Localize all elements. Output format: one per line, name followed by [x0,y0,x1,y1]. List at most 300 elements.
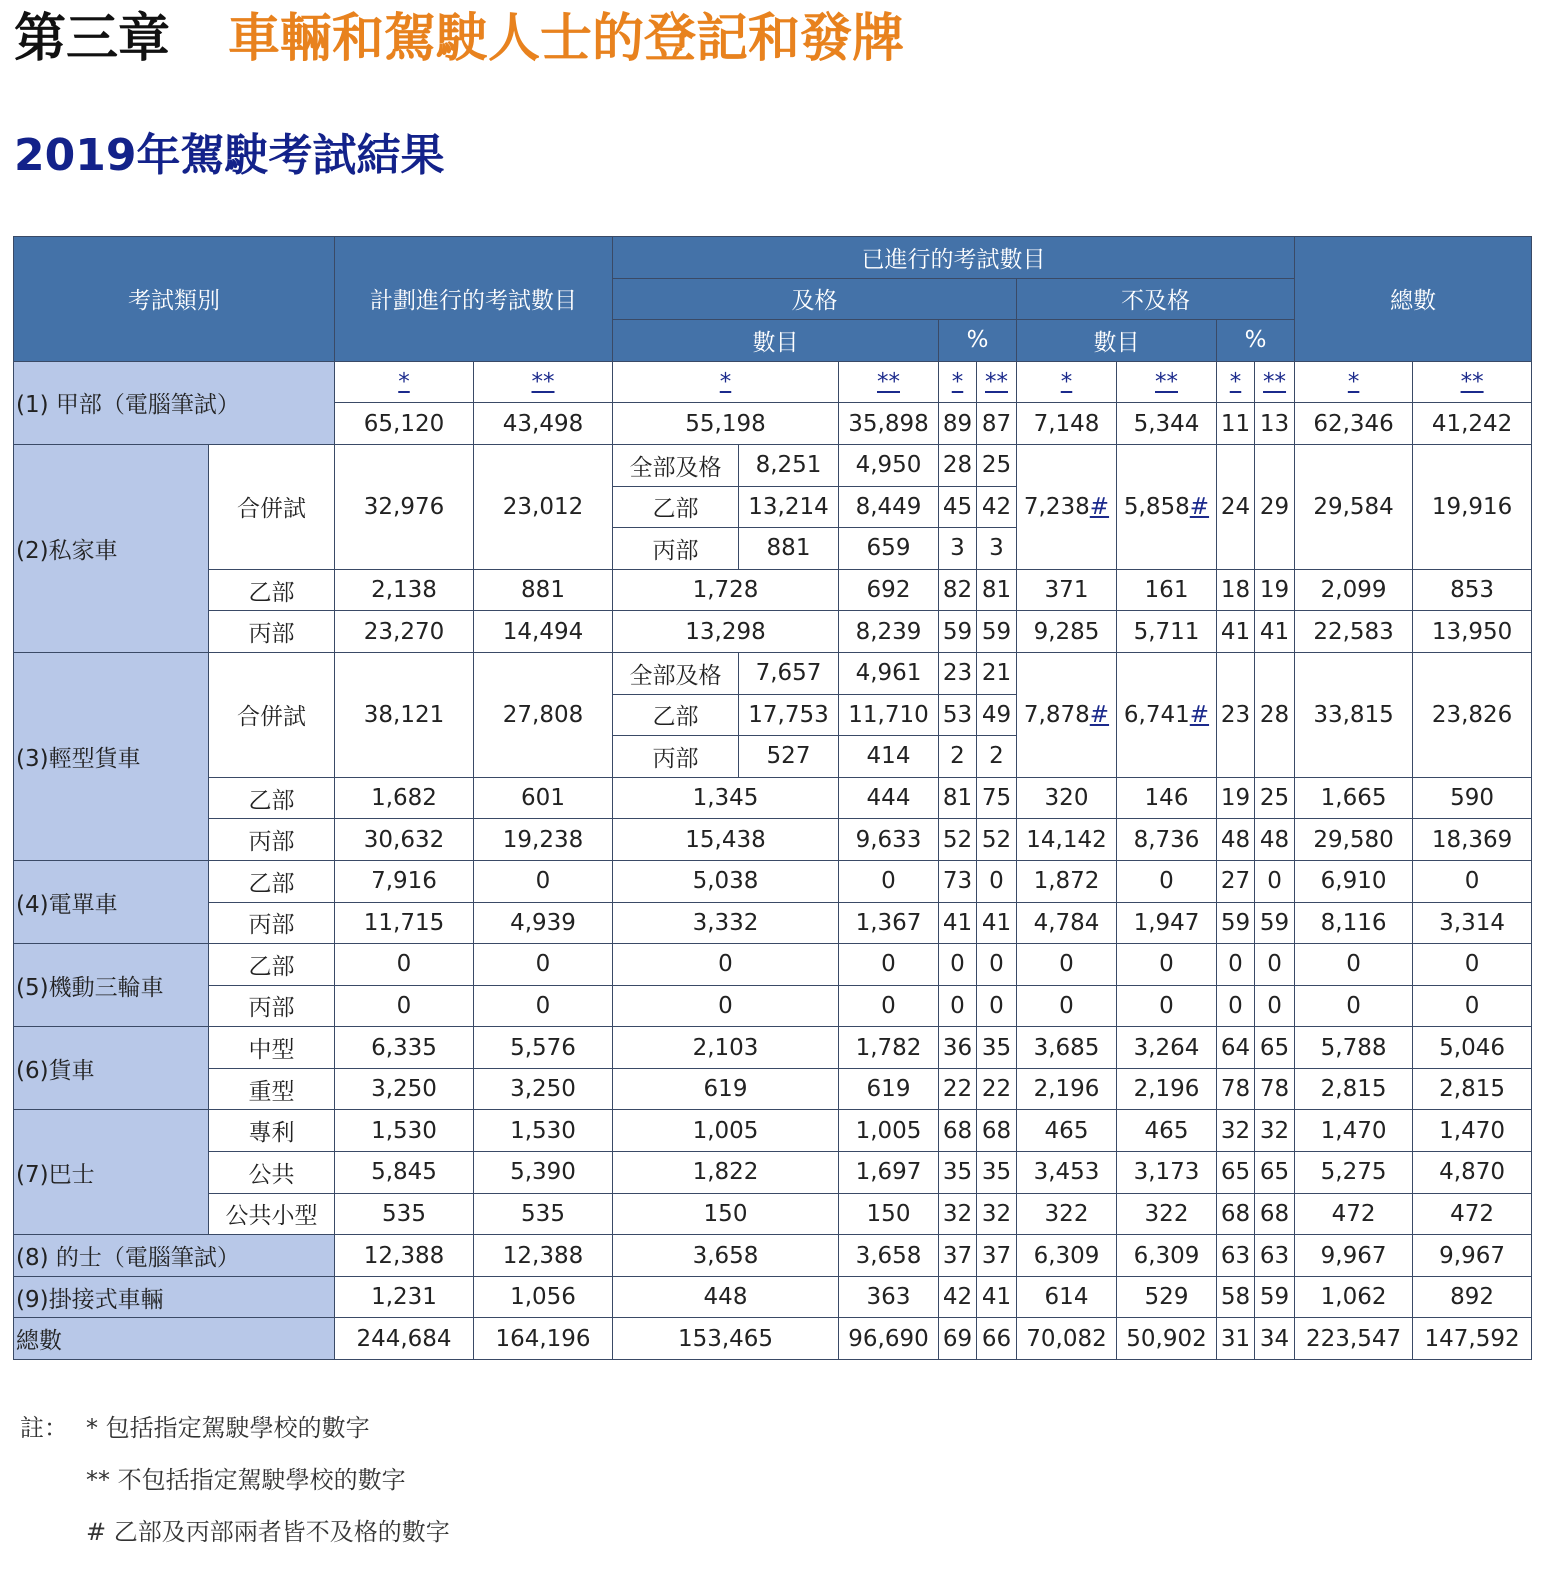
data-cell: 244,684 [335,1318,474,1360]
data-cell: 2,196 [1117,1068,1217,1110]
data-cell: 659 [839,528,939,570]
table-row [14,1152,1532,1194]
data-cell: 7,657 [739,652,839,694]
table-row [14,902,1532,944]
data-cell: 32,976 [335,444,474,569]
chapter-title [14,8,904,70]
data-cell: 5,845 [335,1152,474,1194]
data-cell: 5,390 [474,1152,613,1194]
data-cell: 448 [613,1276,839,1318]
header-failed: 不及格 [1017,278,1295,320]
category-label: (1) 甲部（電腦筆試） [14,361,335,444]
data-cell: 23,270 [335,611,474,653]
data-cell: 41 [1217,611,1255,653]
data-cell: 23 [1217,652,1255,777]
data-cell: 150 [613,1193,839,1235]
data-cell: 1,056 [474,1276,613,1318]
hash-mark: # [1089,701,1110,728]
data-cell: 1,062 [1295,1276,1413,1318]
data-cell: 24 [1217,444,1255,569]
data-cell: 18,369 [1413,819,1532,861]
data-cell: 4,961 [839,652,939,694]
data-cell: 8,449 [839,486,939,528]
subcategory-label: 乙部 [209,860,335,902]
data-cell: 36 [939,1027,977,1069]
data-cell: 13 [1255,403,1295,445]
star-mark: * [939,361,977,403]
data-cell: 7,878# [1017,652,1117,777]
data-cell: 1,530 [474,1110,613,1152]
table-row [14,569,1532,611]
data-cell: 6,309 [1117,1235,1217,1277]
data-cell: 68 [939,1110,977,1152]
data-cell: 81 [977,569,1017,611]
data-cell: 6,309 [1017,1235,1117,1277]
data-cell: 363 [839,1276,939,1318]
data-cell: 8,239 [839,611,939,653]
data-cell: 28 [939,444,977,486]
header-passed: 及格 [613,278,1017,320]
data-cell: 65 [1255,1027,1295,1069]
data-cell: 601 [474,777,613,819]
data-cell: 15,438 [613,819,839,861]
subcategory-label: 專利 [209,1110,335,1152]
data-cell: 3,332 [613,902,839,944]
pass-part-label: 全部及格 [613,444,739,486]
table-row [14,860,1532,902]
data-cell: 50,902 [1117,1318,1217,1360]
data-cell: 12,388 [335,1235,474,1277]
data-cell: 13,214 [739,486,839,528]
data-cell: 7,148 [1017,403,1117,445]
table-row [14,944,1532,986]
data-cell: 21 [977,652,1017,694]
category-label: (6)貨車 [14,1027,209,1110]
header-planned: 計劃進行的考試數目 [335,237,613,362]
data-cell: 52 [939,819,977,861]
data-cell: 29,584 [1295,444,1413,569]
data-cell: 0 [1295,985,1413,1027]
data-cell: 1,782 [839,1027,939,1069]
data-cell: 8,736 [1117,819,1217,861]
pass-part-label: 乙部 [613,486,739,528]
subcategory-label: 丙部 [209,611,335,653]
data-cell: 78 [1255,1068,1295,1110]
data-cell: 322 [1017,1193,1117,1235]
data-cell: 19 [1255,569,1295,611]
data-cell: 28 [1255,652,1295,777]
data-cell: 2,103 [613,1027,839,1069]
table-row [14,819,1532,861]
subcategory-label: 公共小型 [209,1193,335,1235]
data-cell: 58 [1217,1276,1255,1318]
data-cell: 3,250 [335,1068,474,1110]
table-row [14,777,1532,819]
hash-mark: # [1189,493,1210,520]
data-cell: 31 [1217,1318,1255,1360]
data-cell: 48 [1217,819,1255,861]
data-cell: 11 [1217,403,1255,445]
data-cell: 38,121 [335,652,474,777]
data-cell: 33,815 [1295,652,1413,777]
data-cell: 1,822 [613,1152,839,1194]
data-cell: 1,005 [839,1110,939,1152]
data-cell: 0 [474,860,613,902]
data-cell: 881 [474,569,613,611]
data-cell: 1,872 [1017,860,1117,902]
note-hash: # 乙部及丙部兩者皆不及格的數字 [86,1518,450,1546]
data-cell: 32 [977,1193,1017,1235]
data-cell: 0 [977,944,1017,986]
data-cell: 1,947 [1117,902,1217,944]
data-cell: 0 [1255,860,1295,902]
data-cell: 27 [1217,860,1255,902]
driving-test-results-table [13,236,1532,1360]
table-row [14,1027,1532,1069]
data-cell: 22 [977,1068,1017,1110]
data-cell: 14,142 [1017,819,1117,861]
data-cell: 3,658 [839,1235,939,1277]
data-cell: 41,242 [1413,403,1532,445]
data-cell: 0 [839,985,939,1027]
data-cell: 87 [977,403,1017,445]
subcategory-label: 乙部 [209,569,335,611]
data-cell: 322 [1117,1193,1217,1235]
data-cell: 0 [1217,944,1255,986]
data-cell: 147,592 [1413,1318,1532,1360]
data-cell: 2,815 [1295,1068,1413,1110]
data-cell: 23,826 [1413,652,1532,777]
data-cell: 4,784 [1017,902,1117,944]
category-label: 總數 [14,1318,335,1360]
data-cell: 8,251 [739,444,839,486]
data-cell: 3 [939,528,977,570]
category-label: (3)輕型貨車 [14,652,209,860]
data-cell: 5,711 [1117,611,1217,653]
pass-part-label: 丙部 [613,528,739,570]
data-cell: 3 [977,528,1017,570]
data-cell: 25 [1255,777,1295,819]
data-cell: 619 [613,1068,839,1110]
data-cell: 82 [939,569,977,611]
data-cell: 48 [1255,819,1295,861]
data-cell: 37 [977,1235,1017,1277]
header-total: 總數 [1295,237,1532,362]
data-cell: 42 [977,486,1017,528]
data-cell: 69 [939,1318,977,1360]
pass-part-label: 丙部 [613,736,739,778]
data-cell: 5,038 [613,860,839,902]
data-cell: 41 [939,902,977,944]
data-cell: 70,082 [1017,1318,1117,1360]
data-cell: 59 [1217,902,1255,944]
data-cell: 320 [1017,777,1117,819]
subcategory-label: 乙部 [209,944,335,986]
data-cell: 0 [474,985,613,1027]
data-cell: 9,633 [839,819,939,861]
data-cell: 66 [977,1318,1017,1360]
data-cell: 59 [939,611,977,653]
data-cell: 19,238 [474,819,613,861]
data-cell: 53 [939,694,977,736]
data-cell: 59 [977,611,1017,653]
data-cell: 527 [739,736,839,778]
data-cell: 63 [1255,1235,1295,1277]
data-cell: 25 [977,444,1017,486]
data-cell: 465 [1017,1110,1117,1152]
data-cell: 892 [1413,1276,1532,1318]
double-star-mark: ** [839,361,939,403]
data-cell: 5,344 [1117,403,1217,445]
data-cell: 3,250 [474,1068,613,1110]
data-cell: 22,583 [1295,611,1413,653]
category-label: (5)機動三輪車 [14,944,209,1027]
data-cell: 3,173 [1117,1152,1217,1194]
data-cell: 0 [1295,944,1413,986]
pass-part-label: 乙部 [613,694,739,736]
data-cell: 853 [1413,569,1532,611]
data-cell: 41 [1255,611,1295,653]
data-cell: 19,916 [1413,444,1532,569]
data-cell: 0 [1255,944,1295,986]
data-cell: 0 [335,985,474,1027]
data-cell: 5,275 [1295,1152,1413,1194]
category-label: (2)私家車 [14,444,209,652]
subcategory-label: 中型 [209,1027,335,1069]
data-cell: 65,120 [335,403,474,445]
table-row [14,1276,1532,1318]
subcategory-label: 丙部 [209,819,335,861]
category-label: (7)巴士 [14,1110,209,1235]
data-cell: 146 [1117,777,1217,819]
data-cell: 5,788 [1295,1027,1413,1069]
data-cell: 0 [1413,944,1532,986]
table-row [14,985,1532,1027]
header-row [14,237,1532,279]
table-row [14,1235,1532,1277]
hash-mark: # [1189,701,1210,728]
data-cell: 0 [839,860,939,902]
data-cell: 5,858# [1117,444,1217,569]
data-cell: 1,728 [613,569,839,611]
data-cell: 59 [1255,1276,1295,1318]
data-cell: 1,005 [613,1110,839,1152]
data-cell: 65 [1217,1152,1255,1194]
data-cell: 472 [1413,1193,1532,1235]
data-cell: 619 [839,1068,939,1110]
data-cell: 164,196 [474,1318,613,1360]
data-cell: 22 [939,1068,977,1110]
data-cell: 35 [939,1152,977,1194]
data-cell: 52 [977,819,1017,861]
data-cell: 27,808 [474,652,613,777]
subcategory-label: 丙部 [209,902,335,944]
data-cell: 7,916 [335,860,474,902]
data-cell: 43,498 [474,403,613,445]
total-row [14,1318,1532,1360]
data-cell: 371 [1017,569,1117,611]
hash-mark: # [1089,493,1110,520]
subcategory-label: 丙部 [209,985,335,1027]
data-cell: 472 [1295,1193,1413,1235]
data-cell: 35 [977,1027,1017,1069]
data-cell: 19 [1217,777,1255,819]
table-row [14,611,1532,653]
data-cell: 1,530 [335,1110,474,1152]
star-mark: * [1017,361,1117,403]
data-cell: 535 [335,1193,474,1235]
data-cell: 6,335 [335,1027,474,1069]
data-cell: 62,346 [1295,403,1413,445]
subcategory-label: 公共 [209,1152,335,1194]
data-cell: 23 [939,652,977,694]
data-cell: 2,138 [335,569,474,611]
data-cell: 9,967 [1413,1235,1532,1277]
data-cell: 444 [839,777,939,819]
pass-part-label: 全部及格 [613,652,739,694]
data-cell: 73 [939,860,977,902]
double-star-mark: ** [1413,361,1532,403]
data-cell: 0 [613,985,839,1027]
data-cell: 2 [939,736,977,778]
data-cell: 0 [939,944,977,986]
data-cell: 3,685 [1017,1027,1117,1069]
data-cell: 692 [839,569,939,611]
data-cell: 529 [1117,1276,1217,1318]
data-cell: 1,367 [839,902,939,944]
data-cell: 881 [739,528,839,570]
data-cell: 35 [977,1152,1017,1194]
data-cell: 64 [1217,1027,1255,1069]
chapter-number: 第三章 [14,9,171,69]
data-cell: 0 [1117,985,1217,1027]
data-cell: 29,580 [1295,819,1413,861]
data-cell: 5,576 [474,1027,613,1069]
star-mark: * [335,361,474,403]
data-cell: 11,715 [335,902,474,944]
data-cell: 0 [839,944,939,986]
data-cell: 0 [1255,985,1295,1027]
data-cell: 2 [977,736,1017,778]
data-cell: 11,710 [839,694,939,736]
data-cell: 0 [1117,944,1217,986]
data-cell: 0 [977,985,1017,1027]
data-cell: 2,815 [1413,1068,1532,1110]
data-cell: 32 [939,1193,977,1235]
data-cell: 4,870 [1413,1152,1532,1194]
data-cell: 0 [977,860,1017,902]
data-cell: 414 [839,736,939,778]
data-cell: 2,196 [1017,1068,1117,1110]
data-cell: 0 [474,944,613,986]
data-cell: 5,046 [1413,1027,1532,1069]
data-cell: 2,099 [1295,569,1413,611]
table-row [14,444,1532,486]
data-cell: 465 [1117,1110,1217,1152]
double-star-mark: ** [977,361,1017,403]
data-cell: 34 [1255,1318,1295,1360]
category-label: (9)掛接式車輛 [14,1276,335,1318]
data-cell: 18 [1217,569,1255,611]
note-star: * 包括指定駕駛學校的數字 [86,1414,370,1442]
section-title: 2019年駕駛考試結果 [14,130,445,181]
table-row [14,361,1532,403]
table-row [14,652,1532,694]
data-cell: 65 [1255,1152,1295,1194]
data-cell: 3,264 [1117,1027,1217,1069]
data-cell: 150 [839,1193,939,1235]
header-category: 考試類別 [14,237,335,362]
data-cell: 45 [939,486,977,528]
data-cell: 35,898 [839,403,939,445]
chapter-name: 車輛和駕駛人士的登記和發牌 [228,9,905,69]
data-cell: 75 [977,777,1017,819]
data-cell: 89 [939,403,977,445]
data-cell: 63 [1217,1235,1255,1277]
data-cell: 30,632 [335,819,474,861]
data-cell: 0 [335,944,474,986]
data-cell: 3,453 [1017,1152,1117,1194]
data-cell: 14,494 [474,611,613,653]
data-cell: 0 [1413,860,1532,902]
data-cell: 32 [1217,1110,1255,1152]
double-star-mark: ** [474,361,613,403]
data-cell: 41 [977,902,1017,944]
data-cell: 223,547 [1295,1318,1413,1360]
subcategory-label: 合併試 [209,652,335,777]
data-cell: 49 [977,694,1017,736]
data-cell: 29 [1255,444,1295,569]
data-cell: 37 [939,1235,977,1277]
category-label: (8) 的士（電腦筆試） [14,1235,335,1277]
note-double-star: ** 不包括指定駕駛學校的數字 [86,1466,406,1494]
data-cell: 1,682 [335,777,474,819]
data-cell: 1,231 [335,1276,474,1318]
data-cell: 0 [1217,985,1255,1027]
data-cell: 4,939 [474,902,613,944]
data-cell: 1,665 [1295,777,1413,819]
header-passed-count: 數目 [613,320,939,362]
data-cell: 12,388 [474,1235,613,1277]
data-cell: 7,238# [1017,444,1117,569]
data-cell: 17,753 [739,694,839,736]
data-cell: 0 [613,944,839,986]
table-row [14,1068,1532,1110]
subcategory-label: 重型 [209,1068,335,1110]
subcategory-label: 乙部 [209,777,335,819]
data-cell: 4,950 [839,444,939,486]
data-cell: 8,116 [1295,902,1413,944]
data-cell: 55,198 [613,403,839,445]
data-cell: 535 [474,1193,613,1235]
data-cell: 3,314 [1413,902,1532,944]
header-passed-percent: % [939,320,1017,362]
double-star-mark: ** [1117,361,1217,403]
data-cell: 3,658 [613,1235,839,1277]
star-mark: * [613,361,839,403]
header-failed-percent: % [1217,320,1295,362]
star-mark: * [1295,361,1413,403]
data-cell: 32 [1255,1110,1295,1152]
header-failed-count: 數目 [1017,320,1217,362]
table-row [14,1110,1532,1152]
data-cell: 1,345 [613,777,839,819]
double-star-mark: ** [1255,361,1295,403]
data-cell: 68 [977,1110,1017,1152]
data-cell: 9,285 [1017,611,1117,653]
data-cell: 78 [1217,1068,1255,1110]
data-cell: 68 [1255,1193,1295,1235]
